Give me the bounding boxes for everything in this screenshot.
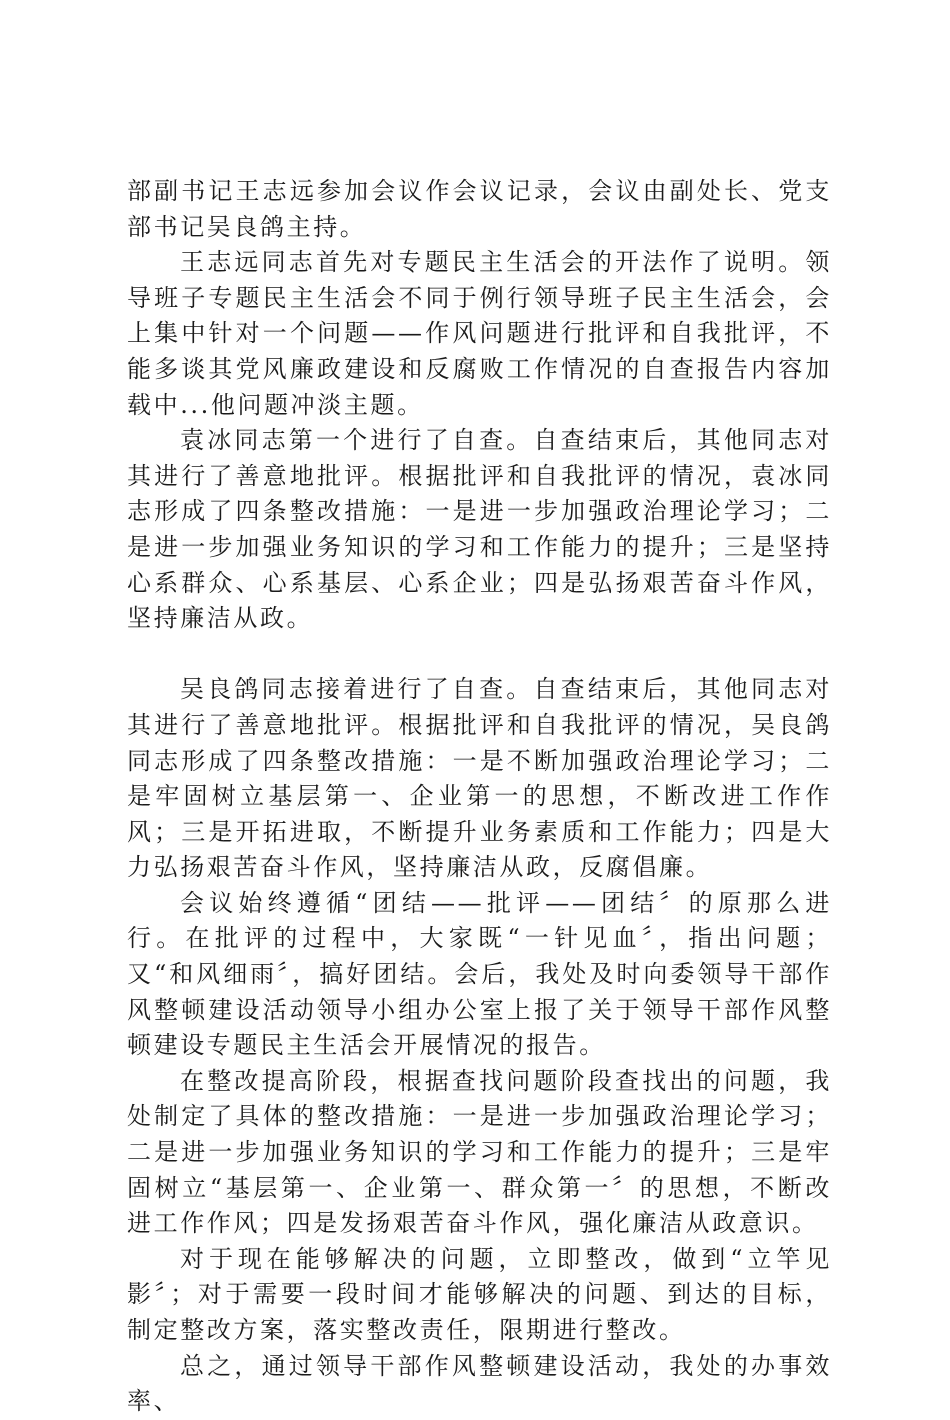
- paragraph-6: 在整改提高阶段，根据查找问题阶段查找出的问题，我处制定了具体的整改措施：一是进一步加强政治理论学习；二是进一步加强业务知识的学习和工作能力的提升；三是牢固树立“基层第一、企业第一、群众第一〞的思想，不断改进工作作风；四是发扬艰苦奋斗作风，强化廉洁从政意识。: [127, 1066, 832, 1238]
- paragraph-2: 王志远同志首先对专题民主生活会的开法作了说明。领导班子专题民主生活会不同于例行领导班子民主生活会，会上集中针对一个问题——作风问题进行批评和自我批评，不能多谈其党风廉政建设和反腐败工作情况的自查报告内容加载中...他问题冲淡主题。: [127, 248, 832, 419]
- paragraph-8: 总之，通过领导干部作风整顿建设活动，我处的办事效率、: [127, 1351, 832, 1416]
- document-body: [127, 174, 832, 1420]
- paragraph-5: 会议始终遵循“团结——批评——团结〞的原那么进行。在批评的过程中，大家既“一针见血〞，指出问题；又“和风细雨〞，搞好团结。会后，我处及时向委领导干部作风整顿建设活动领导小组办公室上报了关于领导干部作风整顿建设专题民主生活会开展情况的报告。: [127, 888, 832, 1060]
- paragraph-4: 吴良鸽同志接着进行了自查。自查结束后，其他同志对其进行了善意地批评。根据批评和自我批评的情况，吴良鸽同志形成了四条整改措施：一是不断加强政治理论学习；二是牢固树立基层第一、企业第一的思想，不断改进工作作风；三是开拓进取，不断提升业务素质和工作能力；四是大力弘扬艰苦奋斗作风，坚持廉洁从政，反腐倡廉。: [127, 675, 832, 882]
- paragraph-3: 袁冰同志第一个进行了自查。自查结束后，其他同志对其进行了善意地批评。根据批评和自我批评的情况，袁冰同志形成了四条整改措施：一是进一步加强政治理论学习；二是进一步加强业务知识的学习和工作能力的提升；三是坚持心系群众、心系基层、心系企业；四是弘扬艰苦奋斗作风，坚持廉洁从政。: [127, 426, 832, 633]
- paragraph-gap: [127, 637, 832, 673]
- paragraph-1: 部副书记王志远参加会议作会议记录，会议由副处长、党支部书记吴良鸽主持。: [127, 177, 832, 241]
- paragraph-7: 对于现在能够解决的问题，立即整改，做到“立竿见影〞；对于需要一段时间才能够解决的问题、到达的目标，制定整改方案，落实整改责任，限期进行整改。: [127, 1244, 832, 1344]
